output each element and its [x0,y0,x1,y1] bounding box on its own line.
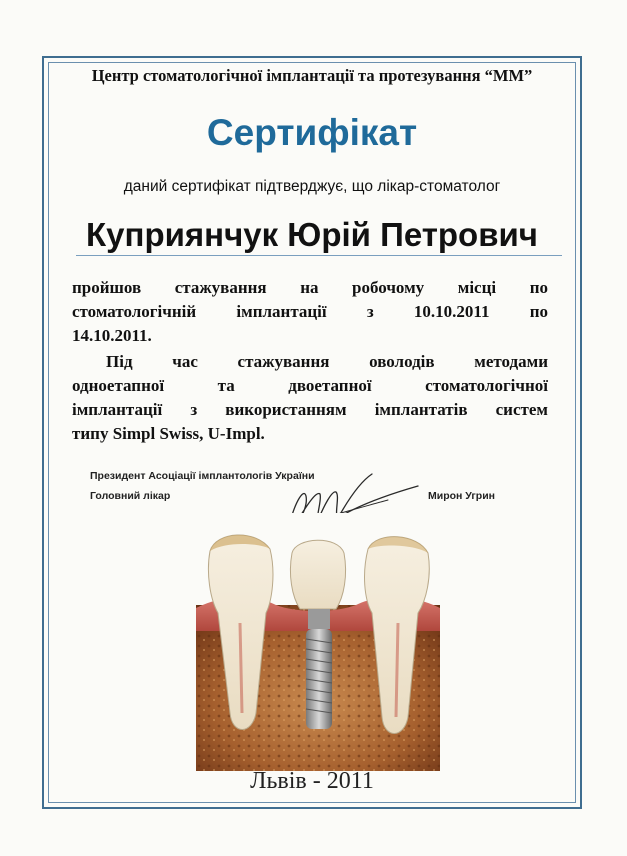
body-line: Під час стажування оволодів методами [106,352,548,371]
intro-text: даний сертифікат підтверджує, що лікар-стоматолог [123,178,501,195]
signer-role-president: Президент Асоціації імплантологів України [90,470,315,482]
dental-implant-illustration [196,513,440,771]
name-underline [76,255,562,256]
signer-name: Мирон Угрин [428,490,496,502]
body-line: імплантації з використанням імплантатів систем [72,400,548,419]
body-line: одноетапної та двоетапної стоматологічної [72,376,548,395]
certificate-title: Сертифікат [206,112,418,153]
organization-header: Центр стоматологічної імплантації та протезування “ММ” [91,66,533,85]
signer-role-chief: Головний лікар [90,490,171,502]
footer-city-year: Львів - 2011 [250,768,374,794]
recipient-name: Куприянчук Юрій Петрович [86,216,538,253]
body-line: типу Simpl Swiss, U-Impl. [72,424,265,443]
body-line: 14.10.2011. [72,326,152,345]
body-line: стоматологічній імплантації з 10.10.2011 по [72,302,548,321]
body-line: пройшов стажування на робочому місці по [72,278,548,297]
